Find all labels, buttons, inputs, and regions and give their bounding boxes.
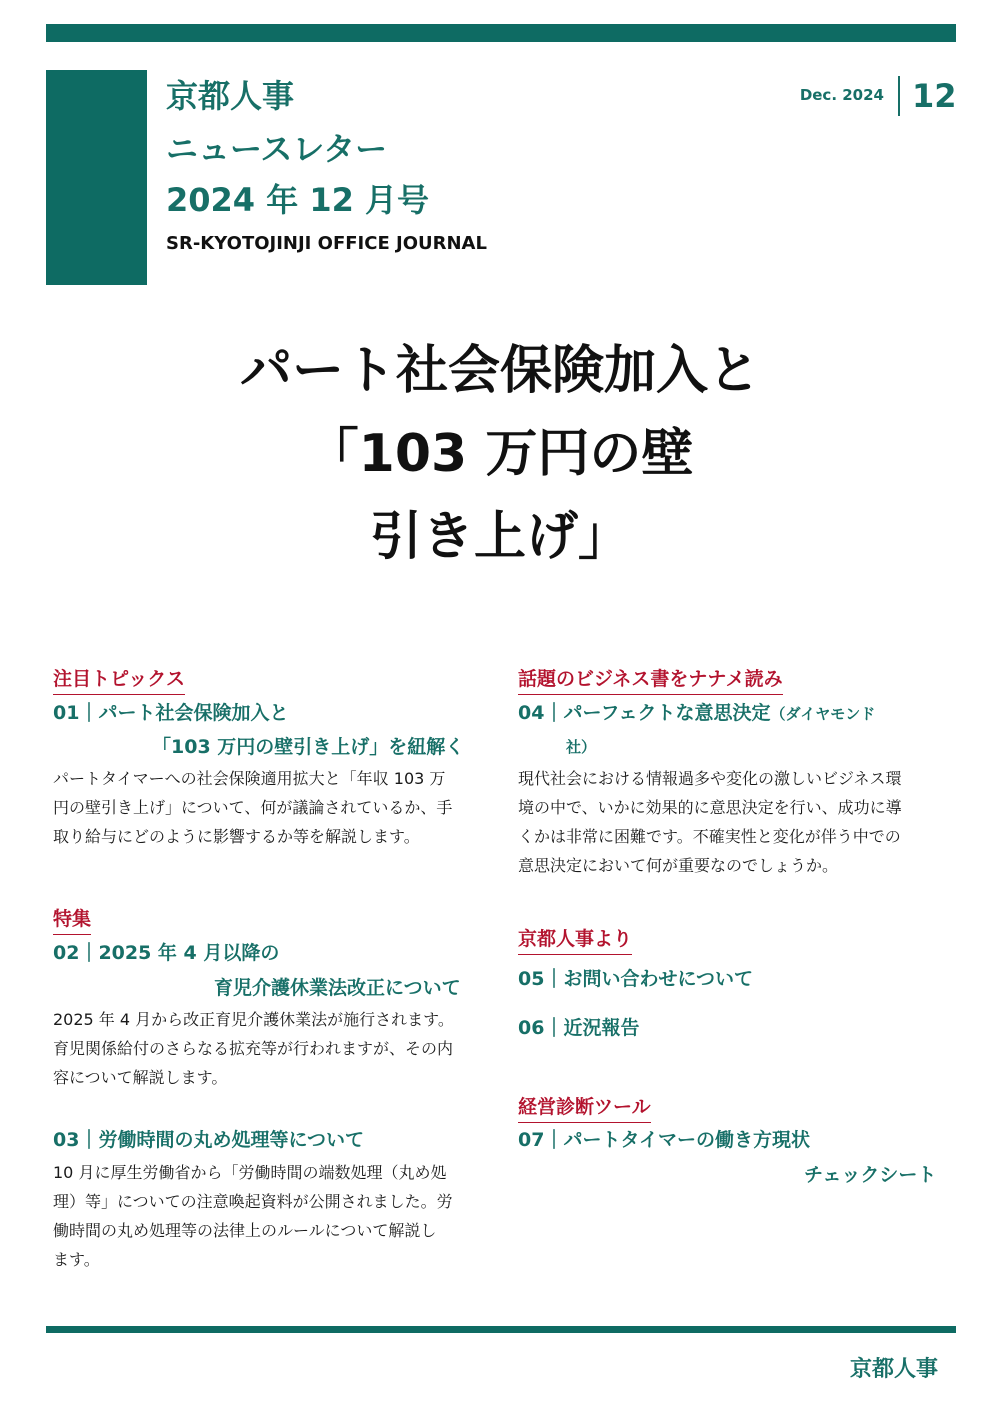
item04-desc-line-1: 現代社会における情報過多や変化の激しいビジネス環: [518, 769, 902, 788]
newsletter-title-line-2: ニュースレター: [166, 130, 388, 168]
footer-name: 京都人事: [849, 1357, 938, 1382]
item05-title[interactable]: 05｜お問い合わせについて: [518, 968, 754, 990]
item07-title-line-1[interactable]: 07｜パートタイマーの働き方現状: [518, 1129, 811, 1151]
item03-desc-line-3: 働時間の丸め処理等の法律上のルールについて解説し: [53, 1221, 437, 1240]
special-heading: 特集: [53, 904, 91, 935]
item02-description: [53, 1005, 454, 1092]
item04-publisher-line-1: （ダイヤモンド: [770, 705, 876, 723]
item03-title[interactable]: 03｜労働時間の丸め処理等について: [53, 1129, 365, 1151]
item07-title-line-2[interactable]: チェックシート: [804, 1164, 937, 1186]
item03-desc-line-1: 10 月に厚生労働省から「労働時間の端数処理（丸め処: [53, 1163, 447, 1182]
item06-title[interactable]: 06｜近況報告: [518, 1017, 640, 1039]
feature-title-line-1: パート社会保険加入と: [239, 341, 760, 401]
item01-desc-line-1: パートタイマーへの社会保険適用拡大と「年収 103 万: [53, 769, 446, 788]
bottom-bar: [46, 1326, 956, 1333]
item04-description: [518, 764, 902, 880]
item04-title[interactable]: [518, 700, 875, 727]
issue-number: 12: [912, 77, 957, 115]
item01-desc-line-3: 取り給与にどのように影響するか等を解説します。: [53, 827, 420, 846]
item02-desc-line-1: 2025 年 4 月から改正育児介護休業法が施行されます。: [53, 1010, 454, 1029]
item01-title-line-1[interactable]: 01｜パート社会保険加入と: [53, 702, 289, 724]
item03-desc-line-4: ます。: [53, 1250, 100, 1269]
issue-date: Dec. 2024: [799, 86, 884, 104]
item02-title-line-2[interactable]: 育児介護休業法改正について: [214, 977, 461, 999]
item04-title-text: 04｜パーフェクトな意思決定: [518, 702, 771, 724]
feature-title-line-2: 「103 万円の壁: [306, 424, 694, 484]
newsletter-title-line-1: 京都人事: [166, 77, 295, 115]
header-side-block: [46, 70, 147, 285]
item02-title-line-1[interactable]: 02｜2025 年 4 月以降の: [53, 942, 280, 964]
item01-description: [53, 764, 452, 851]
item04-desc-line-2: 境の中で、いかに効果的に意思決定を行い、成功に導: [518, 798, 902, 817]
journal-name: SR-KYOTOJINJI OFFICE JOURNAL: [166, 233, 487, 254]
item04-desc-line-4: 意思決定において何が重要なのでしょうか。: [518, 856, 839, 875]
item04-desc-line-3: くかは非常に困難です。不確実性と変化が伴う中での: [518, 827, 901, 846]
newsletter-title-line-3: 2024 年 12 月号: [166, 181, 430, 219]
office-heading: 京都人事より: [518, 924, 632, 955]
topics-heading: 注目トピックス: [53, 664, 185, 695]
feature-title-line-3: 引き上げ」: [369, 507, 630, 567]
item03-desc-line-2: 理）等」についての注意喚起資料が公開されました。労: [53, 1192, 453, 1211]
issue-divider: [898, 76, 900, 116]
item03-description: [53, 1158, 453, 1274]
item01-title-line-2[interactable]: 「103 万円の壁引き上げ」を紐解く: [152, 736, 465, 758]
tools-heading: 経営診断ツール: [518, 1092, 651, 1123]
item02-desc-line-2: 育児関係給付のさらなる拡充等が行われますが、その内: [53, 1039, 454, 1058]
item01-desc-line-2: 円の壁引き上げ」について、何が議論されているか、手: [53, 798, 453, 817]
item02-desc-line-3: 容について解説します。: [53, 1068, 228, 1087]
item04-publisher-line-2: 社）: [566, 738, 597, 756]
books-heading: 話題のビジネス書をナナメ読み: [518, 664, 783, 695]
top-bar: [46, 24, 956, 42]
